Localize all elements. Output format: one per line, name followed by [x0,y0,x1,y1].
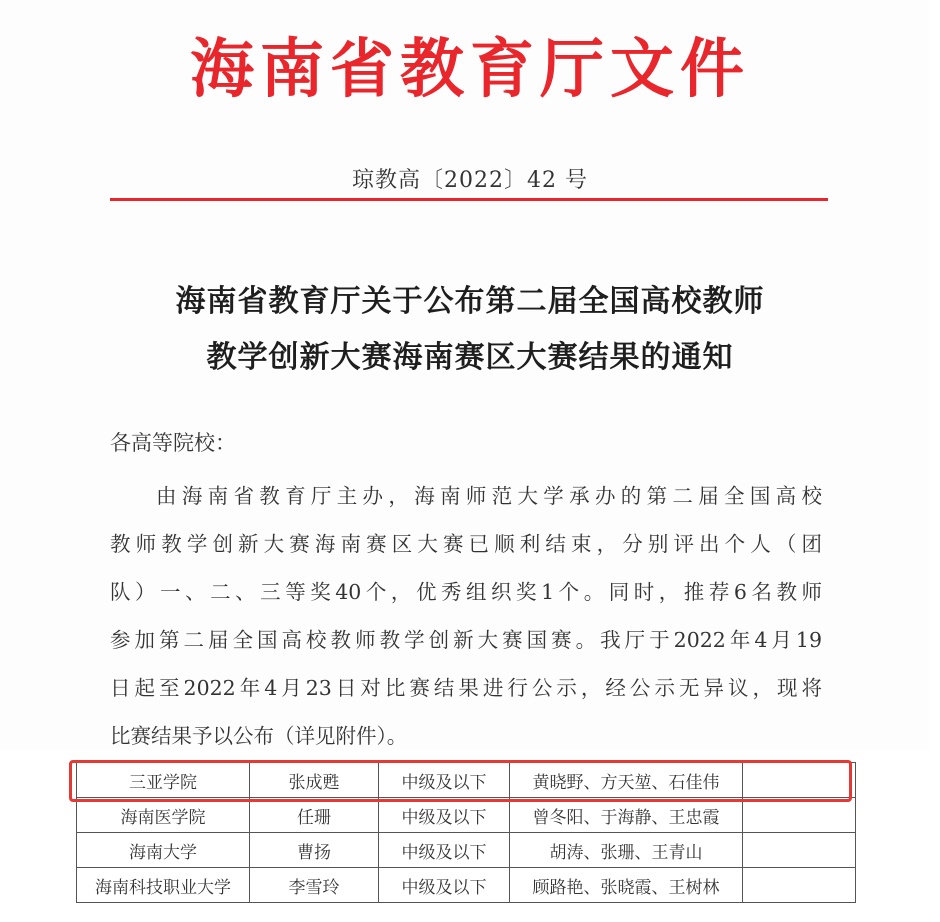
notice-title-line-2: 教学创新大赛海南赛区大赛结果的通知 [206,340,734,375]
level-cell: 中级及以下 [379,763,510,798]
members-cell: 黄晓野、方天堃、石佳伟 [510,763,743,798]
highlight-box [69,760,852,802]
level-cell: 中级及以下 [379,798,510,833]
extra-cell [743,833,856,868]
school-cell: 海南科技职业大学 [77,868,250,903]
body-line: 日起至2022年4月23日对比赛结果进行公示，经公示无异议，现将 [110,676,822,700]
red-divider [110,198,828,201]
leader-cell: 曹扬 [250,833,379,868]
leader-cell: 李雪玲 [250,868,379,903]
table-row [77,868,856,903]
notice-title-line-1: 海南省教育厅关于公布第二届全国高校教师 [175,284,765,319]
extra-cell [743,868,856,903]
body-line: 由海南省教育厅主办，海南师范大学承办的第二届全国高校 [156,484,822,508]
body-line: 参加第二届全国高校教师教学创新大赛国赛。我厅于2022年4月19 [110,628,822,652]
school-cell: 海南大学 [77,833,250,868]
table-row [77,798,856,833]
extra-cell [743,798,856,833]
members-cell: 曾冬阳、于海静、王忠霞 [510,798,743,833]
level-cell: 中级及以下 [379,868,510,903]
issuer-header: 海南省教育厅文件 [190,32,750,107]
body-line: 比赛结果予以公布（详见附件）。 [110,724,408,748]
level-cell: 中级及以下 [379,833,510,868]
school-cell: 海南医学院 [77,798,250,833]
body-line: 教师教学创新大赛海南赛区大赛已顺利结束，分别评出个人（团 [110,532,822,556]
doc-number: 琼教高〔2022〕42 号 [352,168,588,193]
members-cell: 胡涛、张珊、王青山 [510,833,743,868]
salutation: 各高等院校： [110,431,236,455]
table-row [77,833,856,868]
leader-cell: 任珊 [250,798,379,833]
body-paragraph [110,476,822,764]
body-line: 队）一、二、三等奖40个，优秀组织奖1个。同时，推荐6名教师 [110,580,822,604]
school-cell: 三亚学院 [77,763,250,798]
members-cell: 顾路艳、张晓霞、王树林 [510,868,743,903]
leader-cell: 张成甦 [250,763,379,798]
